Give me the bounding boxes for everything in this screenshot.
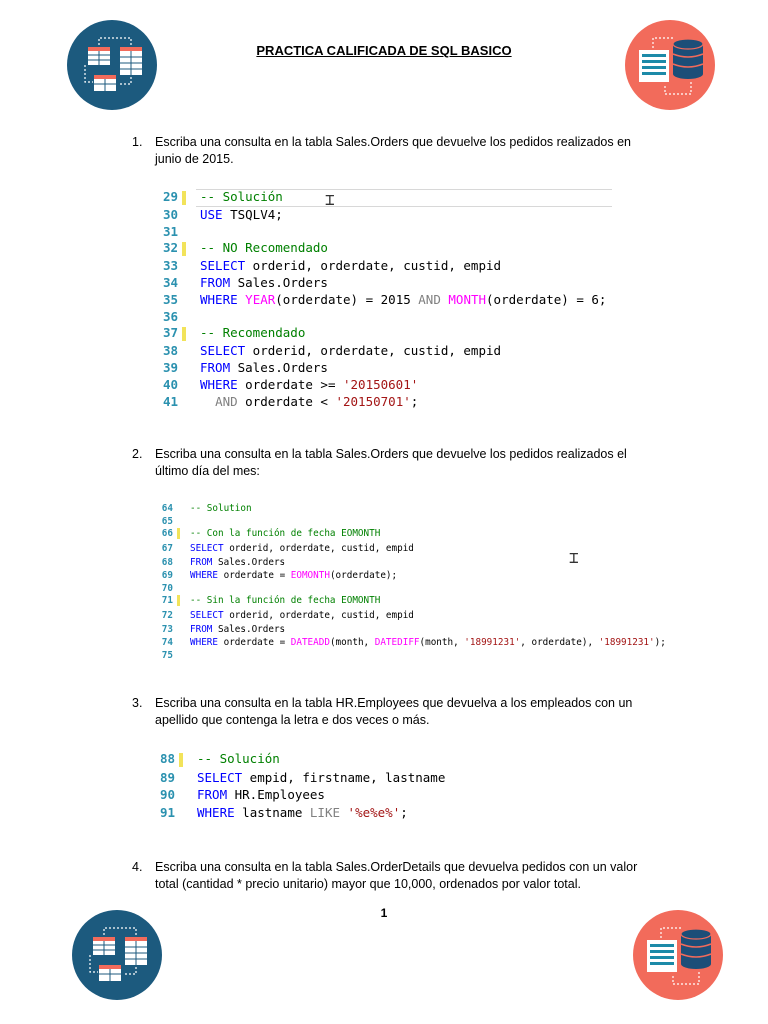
change-marker xyxy=(182,191,186,205)
line-number: 32 xyxy=(162,240,178,255)
code-line xyxy=(161,621,666,634)
database-tables-icon xyxy=(67,20,157,110)
database-server-icon xyxy=(625,20,715,110)
line-number: 70 xyxy=(161,583,173,595)
code-token: SELECT xyxy=(190,543,224,555)
code-token: orderid, orderdate, custid, empid xyxy=(245,343,502,358)
gutter-spacer xyxy=(179,785,183,799)
line-number: 71 xyxy=(161,594,173,606)
line-number: 89 xyxy=(160,769,176,785)
change-marker xyxy=(182,242,186,256)
code-token: SELECT xyxy=(200,343,246,358)
line-number: 65 xyxy=(161,516,173,528)
code-line xyxy=(161,607,666,620)
line-number: 41 xyxy=(162,394,178,409)
line-number: 30 xyxy=(162,207,178,222)
code-token: orderdate = xyxy=(218,636,291,648)
code-token: FROM xyxy=(190,556,213,568)
code-line xyxy=(161,527,666,540)
line-number: 33 xyxy=(162,258,178,273)
gutter-spacer xyxy=(177,647,180,658)
line-number: 39 xyxy=(162,360,178,375)
code-line xyxy=(160,290,606,307)
question-number: 2. xyxy=(132,447,143,461)
change-marker xyxy=(182,327,186,341)
code-line xyxy=(160,341,606,358)
text-cursor-icon: ⌶ xyxy=(325,190,335,209)
gutter-spacer xyxy=(182,256,186,270)
code-token: ; xyxy=(400,804,408,820)
code-line xyxy=(161,540,666,553)
gutter-spacer xyxy=(177,621,180,632)
database-tables-icon xyxy=(72,910,162,1000)
code-token: -- Con la función de fecha EOMONTH xyxy=(190,527,381,539)
gutter-spacer xyxy=(182,375,186,389)
code-token: FROM xyxy=(190,623,213,635)
code-token: FROM xyxy=(200,275,231,290)
code-token: Sales.Orders xyxy=(212,556,286,568)
code-line xyxy=(161,647,666,660)
gutter-spacer xyxy=(177,500,180,511)
code-token: WHERE xyxy=(197,804,235,820)
code-token: TSQLV4; xyxy=(222,207,283,222)
code-line xyxy=(160,188,606,205)
code-token: (orderdate) = 6; xyxy=(486,292,607,307)
line-number: 40 xyxy=(162,377,178,392)
code-line xyxy=(160,750,445,768)
code-token: orderdate < xyxy=(237,394,336,409)
code-line xyxy=(160,803,445,821)
line-number: 73 xyxy=(161,623,173,635)
code-token: -- Solution xyxy=(190,503,252,514)
code-token: orderdate = xyxy=(218,569,291,581)
code-line xyxy=(161,500,666,513)
code-line xyxy=(160,392,606,409)
code-token: -- NO Recomendado xyxy=(200,240,328,255)
code-token xyxy=(200,394,215,409)
gutter-spacer xyxy=(177,540,180,551)
code-token: orderid, orderdate, custid, empid xyxy=(223,610,414,622)
code-token: -- Recomendado xyxy=(200,325,306,340)
code-token: -- Solución xyxy=(200,189,283,204)
line-number: 36 xyxy=(162,309,178,324)
code-token: LIKE xyxy=(309,804,341,820)
code-line xyxy=(160,205,606,222)
line-number: 68 xyxy=(161,556,173,568)
database-server-icon xyxy=(633,910,723,1000)
page-number: 1 xyxy=(380,906,388,920)
line-number: 38 xyxy=(162,343,178,358)
code-token: WHERE xyxy=(190,636,218,648)
question-text: Escriba una consulta en la tabla Sales.OrderDetails que devuelva pedidos con un valor total (cantidad * precio unitario) mayor que 10,000, ordenados por valor total. xyxy=(155,860,638,891)
question-number: 4. xyxy=(132,860,143,874)
gutter-spacer xyxy=(177,580,180,591)
code-token: ); xyxy=(654,636,666,648)
gutter-spacer xyxy=(177,513,180,524)
gutter-spacer xyxy=(182,290,186,304)
code-block-3 xyxy=(160,750,445,820)
code-line xyxy=(161,567,666,580)
code-token: orderid, orderdate, custid, empid xyxy=(223,543,414,555)
code-line xyxy=(160,273,606,290)
code-token: -- Solución xyxy=(197,751,280,766)
code-token: SELECT xyxy=(200,258,246,273)
code-token: orderdate >= xyxy=(237,377,343,392)
line-number: 37 xyxy=(162,325,178,340)
code-block-2 xyxy=(161,500,666,661)
code-token: WHERE xyxy=(200,377,238,392)
gutter-spacer xyxy=(179,768,183,782)
code-line xyxy=(161,594,666,607)
question-number: 1. xyxy=(132,135,143,149)
change-marker xyxy=(179,753,183,767)
gutter-spacer xyxy=(177,607,180,618)
code-line xyxy=(160,768,445,786)
line-number: 34 xyxy=(162,275,178,290)
code-line xyxy=(161,554,666,567)
code-line xyxy=(161,634,666,647)
code-line xyxy=(160,785,445,803)
code-token: (month, xyxy=(419,636,465,648)
line-number: 69 xyxy=(161,569,173,581)
code-token: SELECT xyxy=(190,610,224,622)
code-token: ; xyxy=(410,394,419,409)
code-line xyxy=(160,358,606,375)
line-number: 90 xyxy=(160,787,176,802)
code-token: WHERE xyxy=(200,292,238,307)
question-number: 3. xyxy=(132,696,143,710)
code-token: FROM xyxy=(200,360,231,375)
code-line xyxy=(160,375,606,392)
code-token: DATEDIFF xyxy=(374,636,420,648)
code-line xyxy=(160,307,606,324)
code-token: '%e%e%' xyxy=(347,804,401,820)
change-marker xyxy=(177,528,180,539)
code-token: DATEADD xyxy=(290,636,330,648)
code-token: FROM xyxy=(197,787,228,802)
gutter-spacer xyxy=(182,392,186,406)
line-number: 72 xyxy=(161,610,173,622)
code-token: (orderdate); xyxy=(329,569,398,581)
code-line xyxy=(161,580,666,593)
gutter-spacer xyxy=(182,273,186,287)
line-number: 29 xyxy=(162,189,178,204)
code-token xyxy=(340,805,348,820)
question-text: Escriba una consulta en la tabla Sales.Orders que devuelve los pedidos realizados el último día del mes: xyxy=(155,447,627,478)
code-block-1 xyxy=(160,188,606,409)
gutter-spacer xyxy=(182,341,186,355)
code-token: (month, xyxy=(329,636,375,648)
gutter-spacer xyxy=(182,205,186,219)
line-number: 64 xyxy=(161,503,173,514)
code-line xyxy=(161,513,666,526)
gutter-spacer xyxy=(177,554,180,565)
code-token: , orderdate), xyxy=(520,636,599,648)
code-token: -- Sin la función de fecha EOMONTH xyxy=(190,594,381,606)
code-token: (orderdate) = 2015 xyxy=(275,292,419,307)
code-token: '18991231' xyxy=(464,636,521,648)
code-token: MONTH xyxy=(448,292,487,307)
code-token: '20150601' xyxy=(343,377,419,392)
code-line xyxy=(160,222,606,239)
code-token: WHERE xyxy=(190,569,218,581)
code-token: AND xyxy=(215,394,238,409)
code-token: YEAR xyxy=(245,292,276,307)
gutter-spacer xyxy=(179,803,183,817)
document-title: PRACTICA CALIFICADA DE SQL BASICO xyxy=(256,43,512,58)
gutter-spacer xyxy=(177,567,180,578)
code-token: Sales.Orders xyxy=(230,275,328,290)
line-number: 91 xyxy=(160,804,176,820)
code-token: '18991231' xyxy=(598,636,655,648)
gutter-spacer xyxy=(182,358,186,372)
line-number: 88 xyxy=(160,751,176,766)
code-token: Sales.Orders xyxy=(212,623,286,635)
code-token: orderid, orderdate, custid, empid xyxy=(245,258,502,273)
gutter-spacer xyxy=(182,222,186,236)
code-line xyxy=(160,256,606,273)
question-text: Escriba una consulta en la tabla HR.Employees que devuelva a los empleados con un apellido que contenga la letra e dos veces o más. xyxy=(155,696,633,727)
code-token: HR.Employees xyxy=(227,787,325,802)
code-token: AND xyxy=(418,292,441,307)
gutter-spacer xyxy=(182,307,186,321)
code-token: empid, firstname, lastname xyxy=(242,769,446,785)
text-cursor-icon: ⌶ xyxy=(569,548,579,567)
line-number: 67 xyxy=(161,543,173,555)
line-number: 31 xyxy=(162,224,178,239)
line-number: 74 xyxy=(161,636,173,648)
line-number: 35 xyxy=(162,292,178,307)
change-marker xyxy=(177,595,180,606)
code-token: Sales.Orders xyxy=(230,360,328,375)
code-token: '20150701' xyxy=(335,394,411,409)
gutter-spacer xyxy=(177,634,180,645)
code-token: EOMONTH xyxy=(290,569,330,581)
code-token: USE xyxy=(200,207,223,222)
line-number: 75 xyxy=(161,650,173,662)
line-number: 66 xyxy=(161,527,173,539)
question-text: Escriba una consulta en la tabla Sales.Orders que devuelve los pedidos realizados en junio de 2015. xyxy=(155,135,631,166)
code-line xyxy=(160,324,606,341)
code-line xyxy=(160,239,606,256)
code-token: SELECT xyxy=(197,769,243,785)
code-token: lastname xyxy=(234,804,310,820)
